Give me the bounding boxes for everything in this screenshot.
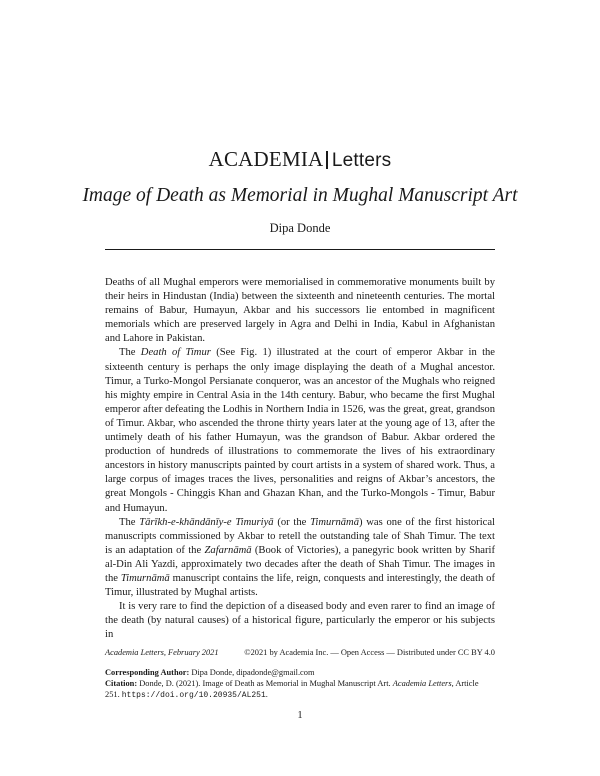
emphasis: Death of Timur bbox=[140, 347, 211, 359]
license-text: ©2021 by Academia Inc. — Open Access — Distributed under CC BY 4.0 bbox=[244, 648, 495, 657]
paragraph-1: Deaths of all Mughal emperors were memorialised in commemorative monuments built by their heirs in Hindustan (India) between the sixteenth and nineteenth centuries. The mortal remains of Babur, Humayun, Akbar and his successors lie entombed in magnificent memorials which are preserved largely in Agra and Delhi in India, Kabul in Afghanistan and Lahore in Pakistan. bbox=[105, 277, 495, 345]
label: Citation: bbox=[105, 679, 138, 688]
paragraph-3 bbox=[105, 516, 495, 601]
brand-logo: ACADEMIA bbox=[208, 147, 324, 171]
doi-link[interactable]: https://doi.org/10.20935/AL251 bbox=[121, 691, 266, 700]
paragraph-4: It is very rare to find the depiction of a diseased body and even rarer to find an image of the death (by natural causes) of a historical figure, particularly the emperor or his subjects in bbox=[105, 601, 495, 641]
emphasis: Zafarnāmā bbox=[204, 544, 252, 556]
emphasis: Timurnāmā bbox=[120, 572, 170, 584]
text-run: manuscript contains the life, reign, conquests and interestingly, the death of Timur, illustrated by Mughal artists. bbox=[105, 572, 495, 599]
emphasis: Academia Letters bbox=[392, 679, 452, 688]
emphasis: Timurnāmā bbox=[310, 516, 359, 528]
article-body bbox=[105, 276, 495, 642]
text-run: (See Fig. 1) illustrated at the court of emperor Akbar in the sixteenth century is perhaps the only image displaying the death of a Mughal ancestor. Timur, a Turko-Mongol Persianate conqueror, was an ancestor of the Mughals who reigned his mighty empire in Central Asia in the 14th century. Babur, who became the first Mughal emperor after defeating the Lodhis in Northern India in 1526, was the great, great, grandson of Timur. Akbar, who ascended the throne thirty years later at the young age of 13, after the untimely death of his father Humayun, was the grandson of Babur. Akbar ordered the production of hundreds of illustrations to commemorate the lives of his extraordinary ancestors in history manuscripts painted by court artists in a system of shared work. Thus, a large corpus of images traces the lives, personalities and reigns of Akbar’s ancestors, the great Mongols - Chinggis Khan and Ghazan Khan, and the Turko-Mongols - Timur, Babur and Humayun. bbox=[105, 347, 496, 514]
emphasis: Tārīkh-e-khāndānīy-e Timuriyā bbox=[139, 516, 274, 528]
text-run: Donde, D. (2021). Image of Death as Memorial in Mughal Manuscript Art. bbox=[137, 679, 393, 688]
text-run: The bbox=[119, 516, 140, 528]
footer-row bbox=[105, 647, 495, 658]
corresponding-author bbox=[105, 667, 495, 678]
text-run: The bbox=[119, 347, 141, 359]
text-run: (or the bbox=[273, 516, 311, 528]
journal-issue: Academia Letters, February 2021 bbox=[105, 648, 219, 657]
label: Corresponding Author: bbox=[105, 668, 190, 677]
paragraph-2 bbox=[105, 346, 495, 515]
page-number: 1 bbox=[297, 710, 303, 721]
text-run: . bbox=[265, 690, 268, 699]
value: Dipa Donde, dipadonde@gmail.com bbox=[189, 668, 315, 677]
masthead-divider bbox=[326, 151, 328, 169]
section-name: Letters bbox=[331, 150, 392, 171]
text-run: ) was one of the first historical manuscripts commissioned by Akbar to retell the outstanding tale of Shah Timur. The text is an adaptation of the bbox=[105, 516, 495, 556]
text-run: (Book of Victories), a panegyric book written by Sharif al-Din Ali Yazdi, approximately two decades after the death of Shah Timur. The images in the bbox=[105, 544, 495, 584]
masthead bbox=[0, 147, 600, 173]
author-name: Dipa Donde bbox=[269, 221, 331, 235]
text-run: , Article 251. bbox=[105, 679, 479, 699]
header-rule bbox=[105, 249, 495, 250]
paper-title: Image of Death as Memorial in Mughal Manuscript Art bbox=[82, 185, 518, 206]
footer-meta bbox=[105, 647, 495, 701]
citation bbox=[105, 678, 495, 701]
